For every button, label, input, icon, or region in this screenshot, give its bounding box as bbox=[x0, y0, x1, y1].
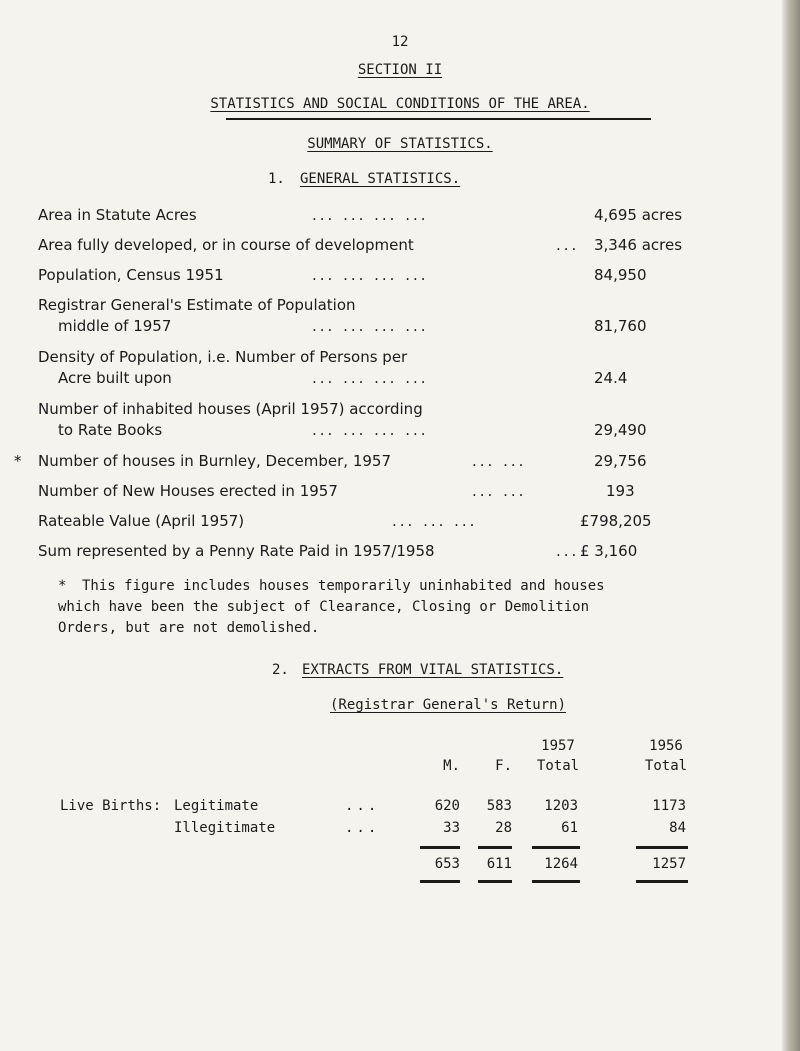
stat-value-area: 4,695 acres bbox=[594, 206, 683, 224]
total-rule-1956 bbox=[636, 846, 688, 849]
stat-value-inhabited: 29,490 bbox=[594, 421, 647, 439]
illegitimate-total-1957: 61 bbox=[561, 820, 578, 836]
stat-dots-density: ... ... ... ... bbox=[312, 369, 429, 387]
stat-label-developed: Area fully developed, or in course of development bbox=[38, 236, 414, 254]
stat-value-rateable: £798,205 bbox=[580, 512, 652, 530]
stat-label-area: Area in Statute Acres bbox=[38, 206, 197, 224]
stat-label-rateable: Rateable Value (April 1957) bbox=[38, 512, 245, 530]
section-title: SECTION II bbox=[357, 62, 443, 78]
footnote-line-1: This figure includes houses temporarily uninhabited and houses bbox=[82, 578, 605, 594]
stat-value-developed: 3,346 acres bbox=[594, 236, 683, 254]
stat-value-census: 84,950 bbox=[594, 266, 647, 284]
col-total-1956: Total bbox=[644, 758, 688, 774]
row-dots-illegitimate: ... bbox=[345, 820, 380, 836]
footnote-line-3: Orders, but are not demolished. bbox=[58, 620, 320, 636]
stat-label-inhabited-cont: to Rate Books bbox=[58, 421, 163, 439]
stat-value-houses-dec: 29,756 bbox=[594, 452, 647, 470]
stat-dots-new-houses: ... ... bbox=[472, 482, 527, 500]
row-label-legitimate: Legitimate bbox=[174, 798, 259, 814]
legitimate-male: 620 bbox=[434, 798, 460, 814]
illegitimate-female: 28 bbox=[495, 820, 512, 836]
heading-rule bbox=[226, 118, 651, 120]
legitimate-total-1956: 1173 bbox=[652, 798, 686, 814]
stat-value-estimate: 81,760 bbox=[594, 317, 647, 335]
footnote-star: * bbox=[58, 578, 67, 594]
col-total-1957: Total bbox=[536, 758, 580, 774]
stat-dots-census: ... ... ... ... bbox=[312, 266, 429, 284]
vital-number: 2. bbox=[272, 662, 289, 678]
footnote-line-2: which have been the subject of Clearance, Closing or Demolition bbox=[58, 599, 590, 615]
row-label-illegitimate: Illegitimate bbox=[174, 820, 276, 836]
vital-source: (Registrar General's Return) bbox=[330, 697, 567, 713]
stat-label-estimate: Registrar General's Estimate of Population bbox=[38, 296, 356, 314]
final-rule-1956 bbox=[636, 880, 688, 883]
total-rule-female bbox=[478, 846, 512, 849]
live-births-label: Live Births: bbox=[60, 798, 162, 814]
stat-label-density: Density of Population, i.e. Number of Persons per bbox=[38, 348, 408, 366]
col-year-1956: 1956 bbox=[649, 738, 683, 754]
page-heading: STATISTICS AND SOCIAL CONDITIONS OF THE AREA. bbox=[210, 96, 590, 112]
stat-label-inhabited: Number of inhabited houses (April 1957) according bbox=[38, 400, 423, 418]
stat-dots-estimate: ... ... ... ... bbox=[312, 317, 429, 335]
col-year-1957: 1957 bbox=[541, 738, 575, 754]
stat-dots-area: ... ... ... ... bbox=[312, 206, 429, 224]
stat-value-new-houses: 193 bbox=[606, 482, 635, 500]
stat-dots-inhabited: ... ... ... ... bbox=[312, 421, 429, 439]
general-title: GENERAL STATISTICS. bbox=[300, 171, 461, 187]
stat-label-census: Population, Census 1951 bbox=[38, 266, 224, 284]
legitimate-total-1957: 1203 bbox=[544, 798, 578, 814]
total-rule-1957 bbox=[532, 846, 580, 849]
stat-label-density-cont: Acre built upon bbox=[58, 369, 172, 387]
total-male: 653 bbox=[434, 856, 460, 872]
general-number: 1. bbox=[268, 171, 285, 187]
stat-label-estimate-cont: middle of 1957 bbox=[58, 317, 172, 335]
summary-title: SUMMARY OF STATISTICS. bbox=[307, 136, 493, 152]
total-1957: 1264 bbox=[544, 856, 578, 872]
final-rule-female bbox=[478, 880, 512, 883]
final-rule-1957 bbox=[532, 880, 580, 883]
stat-dots-houses-dec: ... ... bbox=[472, 452, 527, 470]
page-edge-shadow bbox=[782, 0, 800, 1051]
stat-dots-penny-rate: ... bbox=[556, 542, 580, 560]
illegitimate-male: 33 bbox=[443, 820, 460, 836]
stat-label-new-houses: Number of New Houses erected in 1957 bbox=[38, 482, 338, 500]
illegitimate-total-1956: 84 bbox=[669, 820, 686, 836]
row-dots-legitimate: ... bbox=[345, 798, 380, 814]
final-rule-male bbox=[420, 880, 460, 883]
stat-value-density: 24.4 bbox=[594, 369, 628, 387]
total-1956: 1257 bbox=[652, 856, 686, 872]
stat-label-penny-rate: Sum represented by a Penny Rate Paid in 1957/1958 bbox=[38, 542, 435, 560]
total-female: 611 bbox=[486, 856, 512, 872]
stat-value-penny-rate: £ 3,160 bbox=[580, 542, 638, 560]
stat-label-houses-dec: Number of houses in Burnley, December, 1957 bbox=[38, 452, 392, 470]
page-number: 12 bbox=[391, 34, 409, 50]
vital-title: EXTRACTS FROM VITAL STATISTICS. bbox=[302, 662, 564, 678]
stat-dots-developed: ... bbox=[556, 236, 580, 254]
stat-dots-rateable: ... ... ... bbox=[392, 512, 478, 530]
footnote-marker: * bbox=[14, 452, 22, 470]
total-rule-male bbox=[420, 846, 460, 849]
legitimate-female: 583 bbox=[486, 798, 512, 814]
col-female: F. bbox=[495, 758, 512, 774]
col-male: M. bbox=[443, 758, 460, 774]
